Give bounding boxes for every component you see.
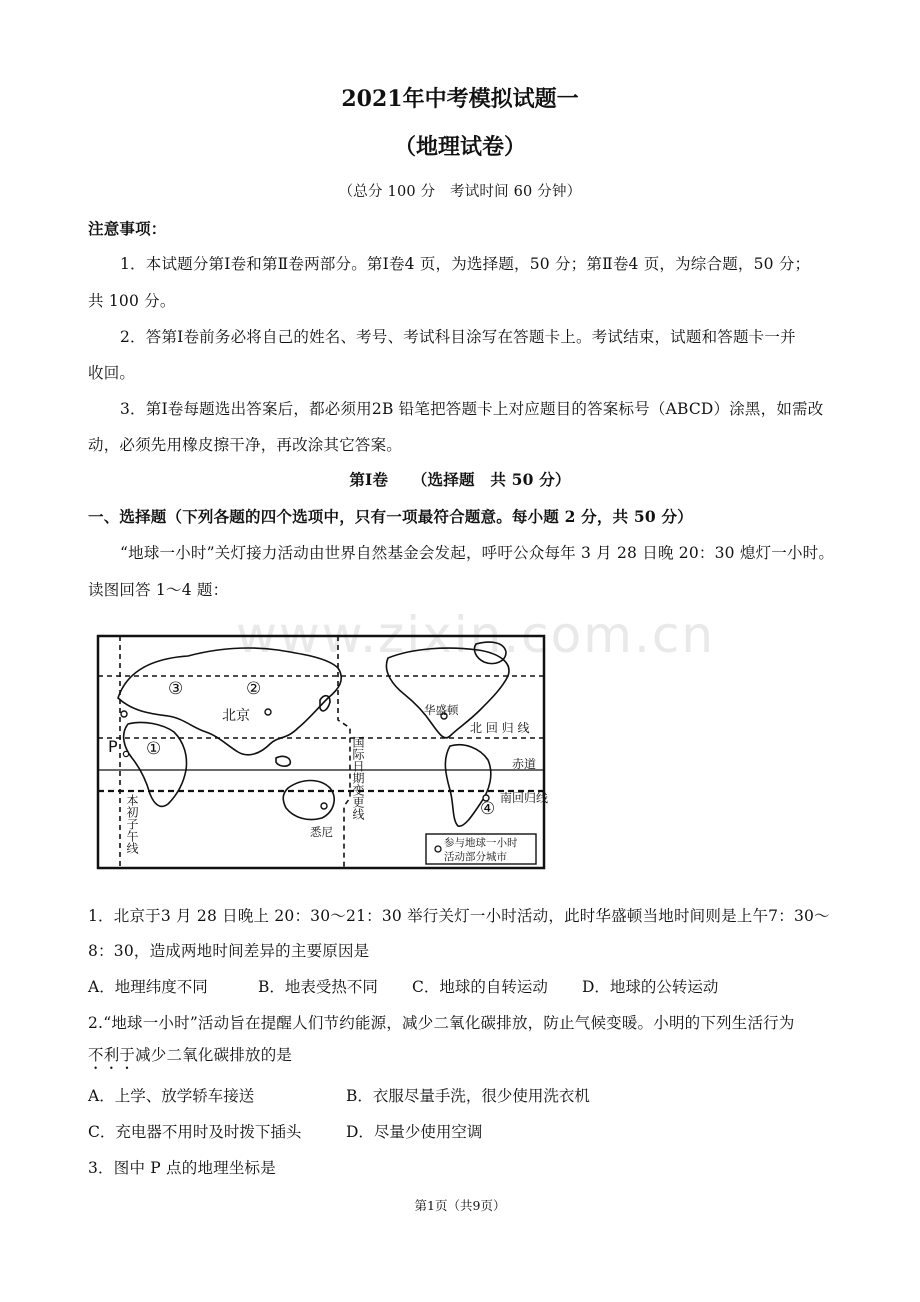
question-2-option-b: B．衣服尽量手洗，很少使用洗衣机 xyxy=(346,1087,590,1105)
section-heading: 第Ⅰ卷 （选择题 共 50 分） xyxy=(349,470,571,489)
label-beijing: 北京 xyxy=(222,708,250,724)
label-tropic-of-cancer: 北 回 归 线 xyxy=(470,721,530,735)
exam-title: 2021年中考模拟试题一 xyxy=(341,86,579,112)
region-label-1: ① xyxy=(146,739,162,759)
exam-meta: （总分 100 分 考试时间 60 分钟） xyxy=(338,184,582,200)
intro-line-2: 读图回答 1～4 题： xyxy=(88,581,229,599)
watermark: www.zixin.com.cn xyxy=(236,606,716,664)
label-washington: 华盛顿 xyxy=(424,703,459,717)
exam-subtitle: （地理试卷） xyxy=(393,134,526,160)
region-label-4: ④ xyxy=(480,799,496,819)
region-label-2: ② xyxy=(246,679,262,699)
question-1-option-c: C．地球的自转运动 xyxy=(412,978,548,996)
world-map-figure xyxy=(88,628,574,880)
question-2-option-a: A．上学、放学轿车接送 xyxy=(88,1087,255,1105)
legend-line-1: 参与地球一小时 xyxy=(444,837,518,849)
legend-line-2: 活动部分城市 xyxy=(444,851,507,863)
notice-heading: 注意事项： xyxy=(88,219,167,238)
question-1-line-1: 1．北京于3 月 28 日晚上 20：30～21：30 举行关灯一小时活动，此时华盛顿当地时间则是上午7：30～ xyxy=(88,907,830,925)
continent-outlines xyxy=(118,642,509,826)
notice-item-3-line-1: 3．第Ⅰ卷每题选出答案后，都必须用2B 铅笔把答题卡上对应题目的答案标号（ABCD）涂黑，如需改 xyxy=(120,400,824,418)
point-p-marker xyxy=(123,751,128,756)
question-1-option-d: D．地球的公转运动 xyxy=(582,978,719,996)
label-sydney: 悉尼 xyxy=(310,825,333,839)
part-one-heading: 一、选择题（下列各题的四个选项中，只有一项最符合题意。每小题 2 分，共 50 分） xyxy=(88,507,693,526)
label-point-p: P xyxy=(108,737,118,756)
question-2-line-1: 2.“地球一小时”活动旨在提醒人们节约能源，减少二氧化碳排放，防止气候变暖。小明的下列生活行为 xyxy=(88,1014,795,1032)
notice-item-2-line-1: 2．答第Ⅰ卷前务必将自己的姓名、考号、考试科目涂写在答题卡上。考试结束，试题和答题卡一并 xyxy=(120,328,796,346)
notice-item-1-line-2: 共 100 分。 xyxy=(88,292,176,310)
label-equator: 赤道 xyxy=(512,757,537,771)
label-prime-meridian: 本初子午线 xyxy=(125,794,139,854)
notice-item-1-line-1: 1．本试题分第Ⅰ卷和第Ⅱ卷两部分。第Ⅰ卷4 页，为选择题，50 分；第Ⅱ卷4 页，为综合题，50 分； xyxy=(120,255,811,273)
city-marker-london xyxy=(121,711,127,717)
question-1-line-2: 8：30，造成两地时间差异的主要原因是 xyxy=(88,942,370,960)
question-1-option-b: B．地表受热不同 xyxy=(258,978,378,996)
question-3-line-1: 3．图中 P 点的地理坐标是 xyxy=(88,1159,276,1177)
question-2-line-2 xyxy=(88,1043,292,1073)
label-date-line: 国际日期变更线 xyxy=(351,736,365,820)
question-2-line-2-rest: 减少二氧化碳排放的是 xyxy=(135,1046,293,1064)
label-tropic-of-capricorn: 南回归线 xyxy=(500,791,549,805)
region-label-3: ③ xyxy=(168,679,184,699)
emphasized-negation: 不利于 xyxy=(88,1046,136,1064)
question-1-option-a: A．地理纬度不同 xyxy=(88,978,208,996)
notice-item-2-line-2: 收回。 xyxy=(88,364,136,382)
intro-line-1: “地球一小时”关灯接力活动由世界自然基金会发起，呼吁公众每年 3 月 28 日晚 20：30 熄灯一小时。 xyxy=(120,544,835,562)
legend-marker xyxy=(435,846,441,852)
question-2-option-c: C．充电器不用时及时拨下插头 xyxy=(88,1123,302,1141)
page-footer: 第1页（共9页） xyxy=(414,1198,506,1213)
city-marker-sydney xyxy=(321,803,327,809)
notice-item-3-line-2: 动，必须先用橡皮擦干净，再改涂其它答案。 xyxy=(88,436,403,454)
city-marker-beijing xyxy=(265,709,271,715)
question-2-option-d: D．尽量少使用空调 xyxy=(346,1123,483,1141)
